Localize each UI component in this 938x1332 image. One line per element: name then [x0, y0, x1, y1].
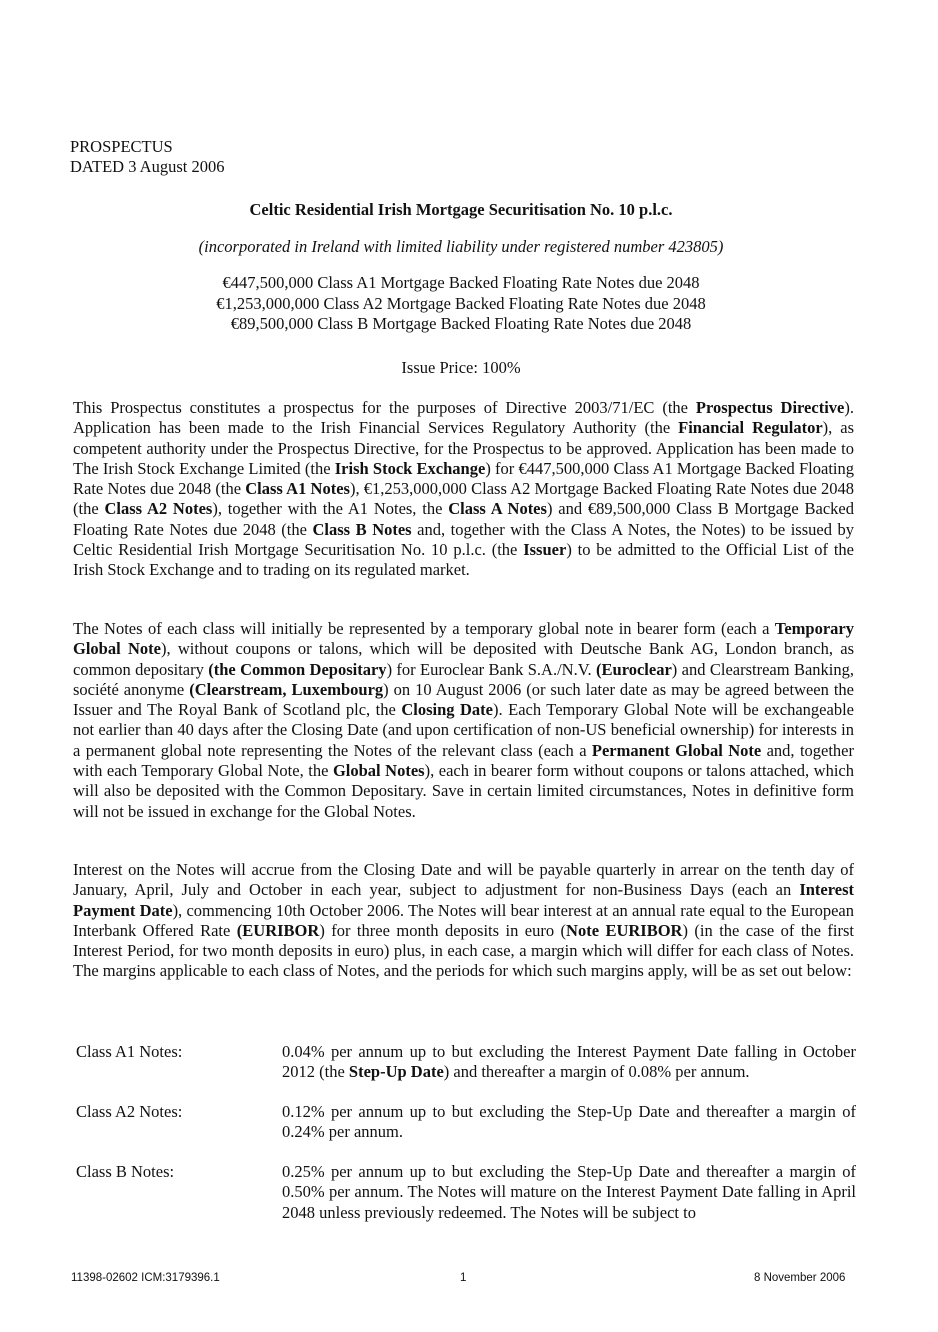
text-run: ), as competent authority under the Prospectus Directive, for the Prospectus to be approved. Application has been made to The Irish Stock Exchange Limited (the — [73, 418, 855, 478]
text-run: 0.25% per annum up to but excluding the Step-Up Date and thereafter a margin of 0.50% per annum. The Notes will mature on the Interest Payment Date falling in April 2048 unless previously redeemed. The Notes will be subject to — [282, 1162, 856, 1222]
text-run: ), each in bearer form without coupons or talons attached, which will also be deposited with the Common Depositary. Save in certain limited circumstances, Notes in definitive form will not be issued in exchange for the Global Notes. — [73, 761, 854, 821]
issue-price: Issue Price: 100% — [401, 358, 521, 377]
text-run: This Prospectus constitutes a prospectus for the purposes of Directive 2003/71/EC (the — [73, 398, 696, 417]
text-run: The Notes of each class will initially be represented by a temporary global note in bearer form (each a — [73, 619, 775, 638]
defined-term: Class B Notes — [312, 519, 412, 539]
defined-term: (Euroclear — [596, 659, 672, 679]
defined-term: (Clearstream, Luxembourg — [189, 679, 384, 699]
document-date: DATED 3 August 2006 — [70, 157, 225, 176]
incorporation-note: (incorporated in Ireland with limited liability under registered number 423805) — [198, 237, 724, 256]
text-run: ) and €89,500,000 Class B Mortgage Backed Floating Rate Notes due 2048 (the — [73, 499, 854, 539]
text-run: ) to be admitted to the Official List of the Irish Stock Exchange and to trading on its regulated market. — [73, 540, 854, 580]
defined-term: (the Common Depositary — [208, 659, 387, 679]
document-type: PROSPECTUS — [70, 137, 173, 156]
defined-term: Temporary Global Note — [73, 619, 854, 659]
notes-list — [60, 273, 862, 335]
text-run: ) for three month deposits in euro ( — [319, 920, 567, 940]
defined-term: (EURIBOR — [236, 920, 320, 940]
text-run: ), together with the A1 Notes, the — [212, 499, 449, 519]
text-run: and, together with the Class A Notes, the Notes) to be issued by Celtic Residential Irish Mortgage Securitisation No. 10 p.l.c. (the — [73, 519, 854, 560]
margin-label: Class B Notes: — [76, 1162, 175, 1181]
text-run: 0.12% per annum up to but excluding the Step-Up Date and thereafter a margin of 0.24% per annum. — [282, 1102, 856, 1142]
text-run: ) for Euroclear Bank S.A./N.V. — [386, 659, 597, 679]
text-run: ). Application has been made to the Irish Financial Services Regulatory Authority (the — [73, 398, 854, 438]
note-class-b: €89,500,000 Class B Mortgage Backed Floating Rate Notes due 2048 — [230, 314, 692, 333]
margin-text — [282, 1102, 856, 1143]
defined-term: Permanent Global Note — [591, 740, 762, 760]
defined-term: Interest Payment Date — [73, 880, 854, 920]
paragraph-interest — [73, 860, 854, 982]
text-run: ), commencing 10th October 2006. The Notes will bear interest at an annual rate equal to the European Interbank Offered Rate — [73, 900, 854, 940]
text-run: and, together with each Temporary Global Note, the — [73, 740, 855, 781]
defined-term: Prospectus Directive — [695, 398, 845, 417]
document-header — [70, 137, 224, 177]
text-run: ) and Clearstream Banking, société anonyme — [73, 659, 854, 699]
margin-label: Class A1 Notes: — [76, 1042, 183, 1061]
margin-label: Class A2 Notes: — [76, 1102, 183, 1121]
footer-document-reference: 11398-02602 ICM:3179396.1 — [71, 1272, 220, 1284]
defined-term: Global Notes — [332, 761, 425, 781]
margin-text — [282, 1042, 856, 1083]
paragraph-prospectus-directive — [73, 398, 854, 581]
footer-page-number: 1 — [460, 1272, 467, 1284]
text-run: ), without coupons or talons, which will be deposited with Deutsche Bank AG, London branch, as common depositary — [73, 639, 854, 679]
note-class-a1: €447,500,000 Class A1 Mortgage Backed Floating Rate Notes due 2048 — [222, 273, 700, 292]
text-run: 0.04% per annum up to but excluding the Interest Payment Date falling in October 2012 (the — [282, 1042, 856, 1082]
text-run: ) and thereafter a margin of 0.08% per annum. — [443, 1062, 750, 1082]
footer-date: 8 November 2006 — [754, 1272, 846, 1284]
defined-term: Irish Stock Exchange — [334, 458, 486, 478]
defined-term: Class A2 Notes — [104, 499, 213, 519]
defined-term: Financial Regulator — [678, 418, 823, 438]
paragraph-global-notes — [73, 619, 854, 822]
text-run: ), €1,253,000,000 Class A2 Mortgage Backed Floating Rate Notes due 2048 (the — [73, 479, 854, 519]
text-run: ). Each Temporary Global Note will be exchangeable not earlier than 40 days after the Closing Date (and upon certification of non-US beneficial ownership) for interests in a permanent global note representing the Notes of the relevant class (each a — [73, 700, 854, 760]
margin-text — [282, 1162, 856, 1223]
defined-term: Step-Up Date — [348, 1062, 444, 1082]
text-run: Interest on the Notes will accrue from the Closing Date and will be payable quarterly in arrear on the tenth day of January, April, July and October in each year, subject to adjustment for non-Business Days (each an — [73, 860, 854, 900]
issuer-title: Celtic Residential Irish Mortgage Securitisation No. 10 p.l.c. — [249, 200, 673, 219]
note-class-a2: €1,253,000,000 Class A2 Mortgage Backed Floating Rate Notes due 2048 — [216, 293, 706, 313]
text-run: ) for €447,500,000 Class A1 Mortgage Backed Floating Rate Notes due 2048 (the — [73, 458, 854, 499]
text-run: ) on 10 August 2006 (or such later date as may be agreed between the Issuer and The Royal Bank of Scotland plc, the — [73, 679, 855, 720]
defined-term: Issuer — [523, 540, 567, 560]
defined-term: Class A1 Notes — [245, 479, 350, 499]
defined-term: Class A Notes — [448, 499, 547, 519]
defined-term: Note EURIBOR — [566, 920, 683, 940]
defined-term: Closing Date — [401, 700, 493, 720]
text-run: ) (in the case of the first Interest Period, for two month deposits in euro) plus, in each case, a margin which will differ for each class of Notes. The margins applicable to each class of Notes, and the periods for which such margins apply, will be as set out below: — [73, 920, 855, 981]
